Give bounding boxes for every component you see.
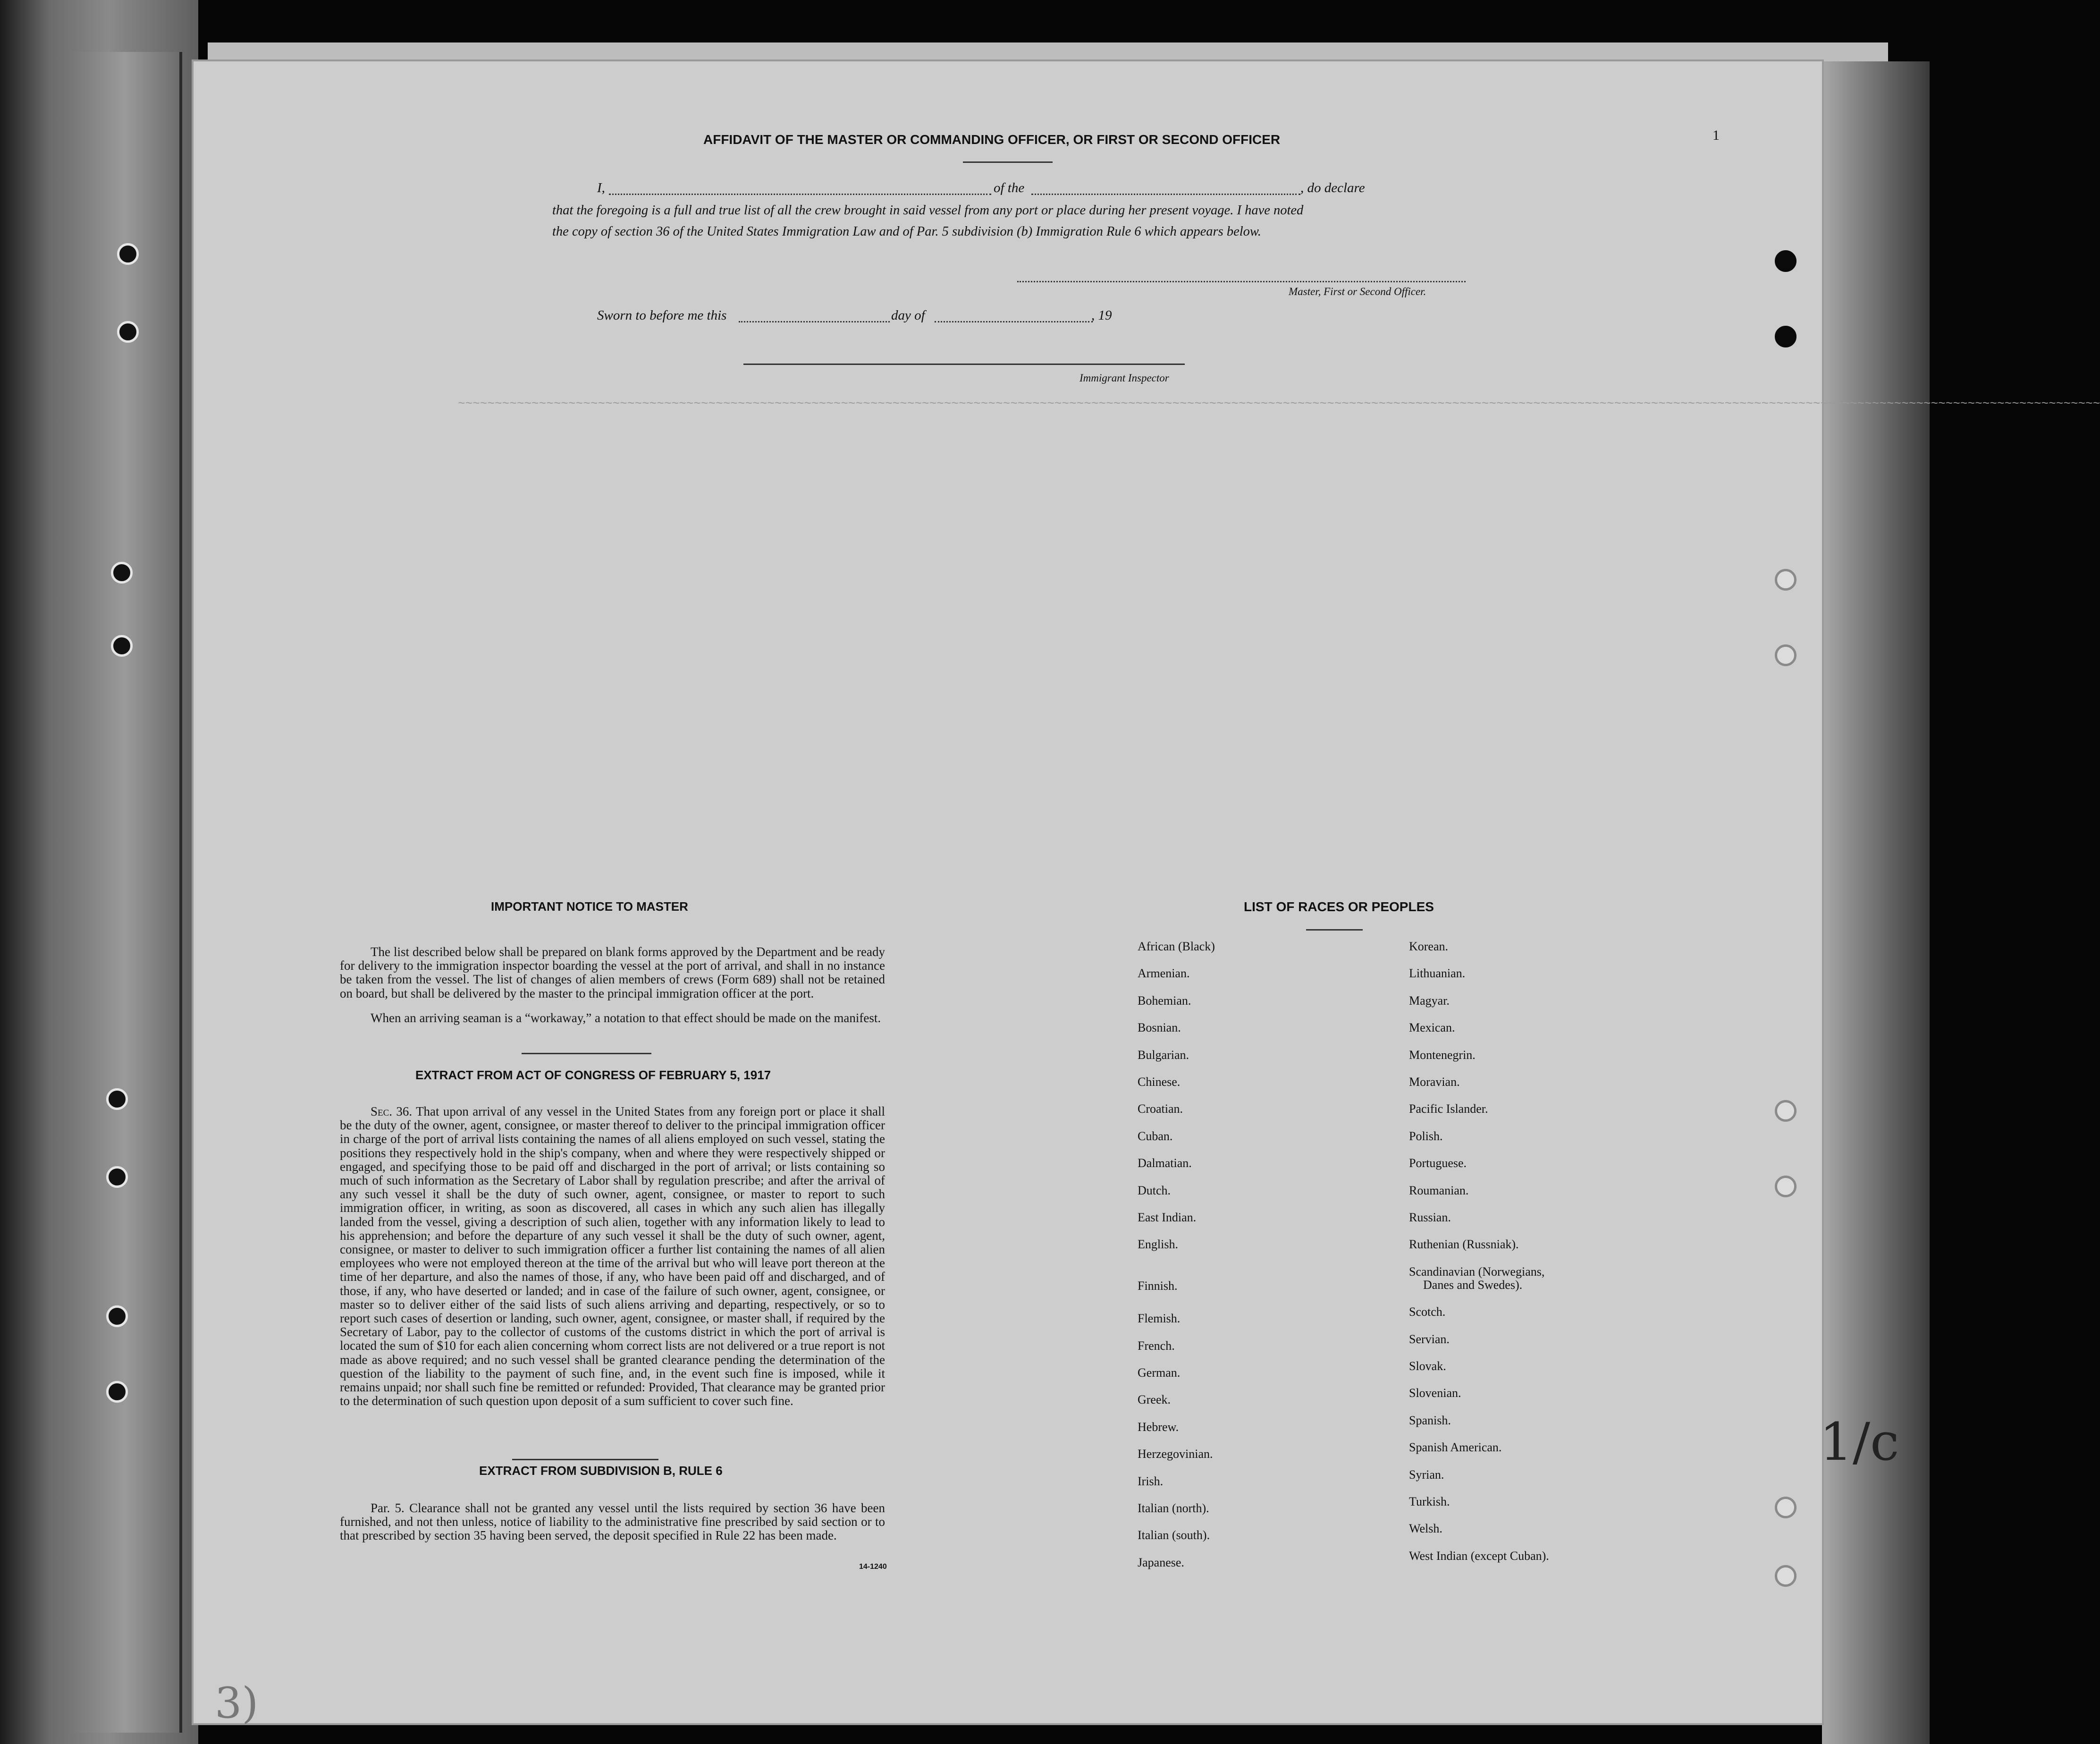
binder-hole (106, 1305, 128, 1327)
race-item: Chinese. (1138, 1075, 1181, 1089)
bleed-through-text: ~~~~~~~~~~~~~~~~~~~~~~~~~~~~~~~~~~~~~~~~~~~~~~~~~~~~~~~~~~~~~~~~~~~~~~~~~~~~~~~~~~~~~~~~~~~~~~~~~~~~~~~~~~~~~~~~~~~~~~~~~~~~~~~~~~~~~~~~~~~~~~~~~~~~~~~~~~~~~~~~~~~~~~~~~~~~~~~~~~~~~~~~~~~~~~~~~~~~~~~~~~~~~~~~~~~~~~~~~~~~~~~ (458, 397, 2100, 411)
race-item: Finnish. (1138, 1278, 1178, 1293)
title-underline (963, 161, 1053, 163)
race-item: Italian (north). (1138, 1501, 1209, 1515)
affidavit-line-1-start: I, (597, 180, 605, 195)
notice-title: IMPORTANT NOTICE TO MASTER (491, 899, 688, 914)
section-36-body: That upon arrival of any vessel in the United States from any foreign port or place it shall be the duty of the owner, agent, consignee, or master thereof to deliver to the principal immigration officer in charge of the port of arrival lists containing the names of all aliens employed on such vessel, stating the positions they respectively hold in the ship's company, when and where they were respectively shipped or engaged, and specifying those to be paid off and discharged in the port of arrival; or lists containing so much of such information as the Secretary of Labor shall by regulation prescribe; and after the arrival of any such vessel it shall be the duty of such owner, agent, consignee, or master to report to such immigration officer, in writing, as soon as discovered, all cases in which any such alien has illegally landed from the vessel, giving a description of such alien, together with any information likely to lead to his apprehension; and before the departure of any such vessel it shall be the duty of such owner, agent, consignee, or master to deliver to such immigration officer a further list containing the names of all alien employees who were not employed thereon at the time of the arrival but who will leave port thereon at the time of her departure, and also the names of those, if any, who have been paid off and discharged, and of those, if any, who have deserted or landed; and in case of the failure of such owner, agent, consignee, or master so to deliver either of the said lists of such aliens arriving and departing, respectively, or so to report such cases of desertion or landing, such owner, agent, consignee, or master shall, if required by the Secretary of Labor, pay to the collector of customs of the customs district in which the port of arrival is located the sum of $10 for each alien concerning whom correct lists are not delivered or a true report is not made as above required; and no such vessel shall be granted clearance pending the determination of the question of the liability to the payment of such fine, and, in the event such fine is imposed, while it remains unpaid; nor shall such fine be remitted or refunded: Provided, That clearance may be granted prior to the determination of such question upon deposit of a sum sufficient to cover such fine. (340, 1104, 886, 1408)
race-item: Croatian. (1138, 1102, 1183, 1116)
manifest-page (194, 61, 2100, 1723)
binder-hole (111, 562, 133, 584)
race-item: East Indian. (1138, 1211, 1197, 1224)
race-item: Italian (south). (1138, 1528, 1210, 1542)
race-item: Danes and Swedes). (1423, 1278, 1523, 1292)
sworn-month-blank (935, 321, 1093, 322)
master-signature-label: Master, First or Second Officer. (1289, 286, 1426, 297)
race-item: Spanish. (1409, 1413, 1451, 1427)
affidavit-line-3: the copy of section 36 of the United States Immigration Law and of Par. 5 subdivision (b) Immigration Rule 6 which appears below. (552, 224, 1261, 239)
race-item: Pacific Islander. (1409, 1102, 1488, 1116)
race-item: West Indian (except Cuban). (1409, 1549, 1549, 1563)
race-item: Korean. (1409, 940, 1449, 953)
race-item: German. (1138, 1366, 1181, 1380)
corner-handwritten-mark: 3) (215, 1678, 259, 1728)
race-item: Ruthenian (Russniak). (1409, 1237, 1519, 1252)
inspector-label: Immigrant Inspector (1080, 372, 1169, 384)
race-item: Armenian. (1138, 966, 1190, 981)
binder-hole (1775, 250, 1796, 272)
binder-hole (1775, 569, 1796, 591)
race-item: Slovenian. (1409, 1386, 1461, 1400)
section-divider (522, 1053, 651, 1054)
margin-handwritten-mark: 1 (1712, 127, 1720, 143)
race-item: Slovak. (1409, 1359, 1446, 1373)
race-item: Moravian. (1409, 1075, 1460, 1089)
section-36-label: Sec. 36. (371, 1104, 413, 1118)
sworn-prefix: Sworn to before me this (597, 308, 727, 323)
rule-extract-title: EXTRACT FROM SUBDIVISION B, RULE 6 (479, 1464, 723, 1478)
race-item: African (Black) (1138, 940, 1215, 953)
race-item: Dalmatian. (1138, 1156, 1192, 1170)
race-item: Scandinavian (Norwegians, (1409, 1264, 1545, 1278)
race-item: English. (1138, 1237, 1178, 1252)
binder-hole (117, 321, 139, 343)
binder-hole (1775, 1497, 1796, 1518)
section-divider (512, 1459, 658, 1460)
master-signature-line (1017, 281, 1466, 282)
affidavit-line-1-declare: , do declare (1300, 180, 1365, 195)
race-item: Russian. (1409, 1211, 1451, 1224)
race-item: Bohemian. (1138, 993, 1191, 1007)
race-item: Roumanian. (1409, 1183, 1469, 1197)
binder-hole (1775, 644, 1796, 666)
race-item: Cuban. (1138, 1129, 1173, 1143)
binder-hole (1775, 1100, 1796, 1122)
sworn-day-blank (739, 321, 890, 322)
sworn-day-of: day of (891, 308, 925, 323)
race-item: Irish. (1138, 1474, 1164, 1488)
binder-hole (1775, 326, 1796, 347)
affidavit-line-2: that the foregoing is a full and true list of all the crew brought in said vessel from any port or place during her present voyage. I have noted (552, 203, 1304, 218)
binder-hole (1775, 1565, 1796, 1587)
race-item: Bosnian. (1138, 1021, 1181, 1035)
race-item: Dutch. (1138, 1183, 1171, 1197)
section-36-text (340, 1105, 885, 1408)
race-item: Herzegovinian. (1138, 1447, 1213, 1461)
race-item: Greek. (1138, 1393, 1171, 1407)
race-item: French. (1138, 1338, 1175, 1353)
binder-hole (117, 243, 139, 265)
race-item: Scotch. (1409, 1305, 1446, 1319)
race-item: Polish. (1409, 1129, 1443, 1143)
notice-paragraph-2: When an arriving seaman is a “workaway,” a notation to that effect should be made on the manifest. (371, 1011, 881, 1025)
vessel-blank (1031, 194, 1300, 195)
sworn-year: , 19 (1091, 308, 1112, 323)
races-title-underline (1306, 929, 1363, 931)
inspector-signature-line (743, 364, 1185, 365)
race-item: Servian. (1409, 1332, 1450, 1346)
race-item: Spanish American. (1409, 1440, 1502, 1455)
race-item: Mexican. (1409, 1021, 1455, 1035)
race-item: Bulgarian. (1138, 1048, 1189, 1062)
race-item: Lithuanian. (1409, 966, 1466, 981)
race-item: Japanese. (1138, 1555, 1184, 1569)
binder-hole (106, 1166, 128, 1188)
race-item: Welsh. (1409, 1522, 1442, 1536)
name-blank (609, 194, 991, 195)
race-item: Turkish. (1409, 1495, 1450, 1508)
race-item: Magyar. (1409, 993, 1450, 1007)
binder-hole (106, 1088, 128, 1110)
par-5-text: Par. 5. Clearance shall not be granted any vessel until the lists required by section 36 have been furnished, and not then unless, notice of liability to the administrative fine prescribed by said section or to that prescribed by section 35 having been served, the deposit specified in Rule 22 has been made. (340, 1501, 885, 1543)
race-item: Montenegrin. (1409, 1048, 1476, 1062)
binder-spine-strip (71, 52, 182, 1733)
binder-hole (1775, 1176, 1796, 1197)
race-item: Hebrew. (1138, 1420, 1179, 1434)
race-item: Flemish. (1138, 1312, 1181, 1326)
margin-handwritten-mark: 1/c (1820, 1412, 1899, 1472)
binder-hole (106, 1381, 128, 1403)
act-extract-title: EXTRACT FROM ACT OF CONGRESS OF FEBRUARY 5, 1917 (415, 1068, 771, 1082)
affidavit-title: AFFIDAVIT OF THE MASTER OR COMMANDING OFFICER, OR FIRST OR SECOND OFFICER (703, 132, 1281, 147)
affidavit-line-1-of: of the (994, 180, 1025, 195)
right-page-stack-edge (1822, 61, 1930, 1744)
notice-paragraph-1: The list described below shall be prepared on blank forms approved by the Department and be ready for delivery to the immigration inspector boarding the vessel at the port of arrival, and shall in no instance be taken from the vessel. The list of changes of alien members of crews (Form 689) shall not be retained on board, but shall be delivered by the master to the principal immigration officer at the port. (340, 945, 885, 1000)
race-item: Syrian. (1409, 1467, 1444, 1482)
race-item: Portuguese. (1409, 1156, 1467, 1170)
form-number: 14-1240 (859, 1563, 887, 1571)
races-title: LIST OF RACES OR PEOPLES (1244, 899, 1434, 914)
binder-hole (111, 635, 133, 657)
